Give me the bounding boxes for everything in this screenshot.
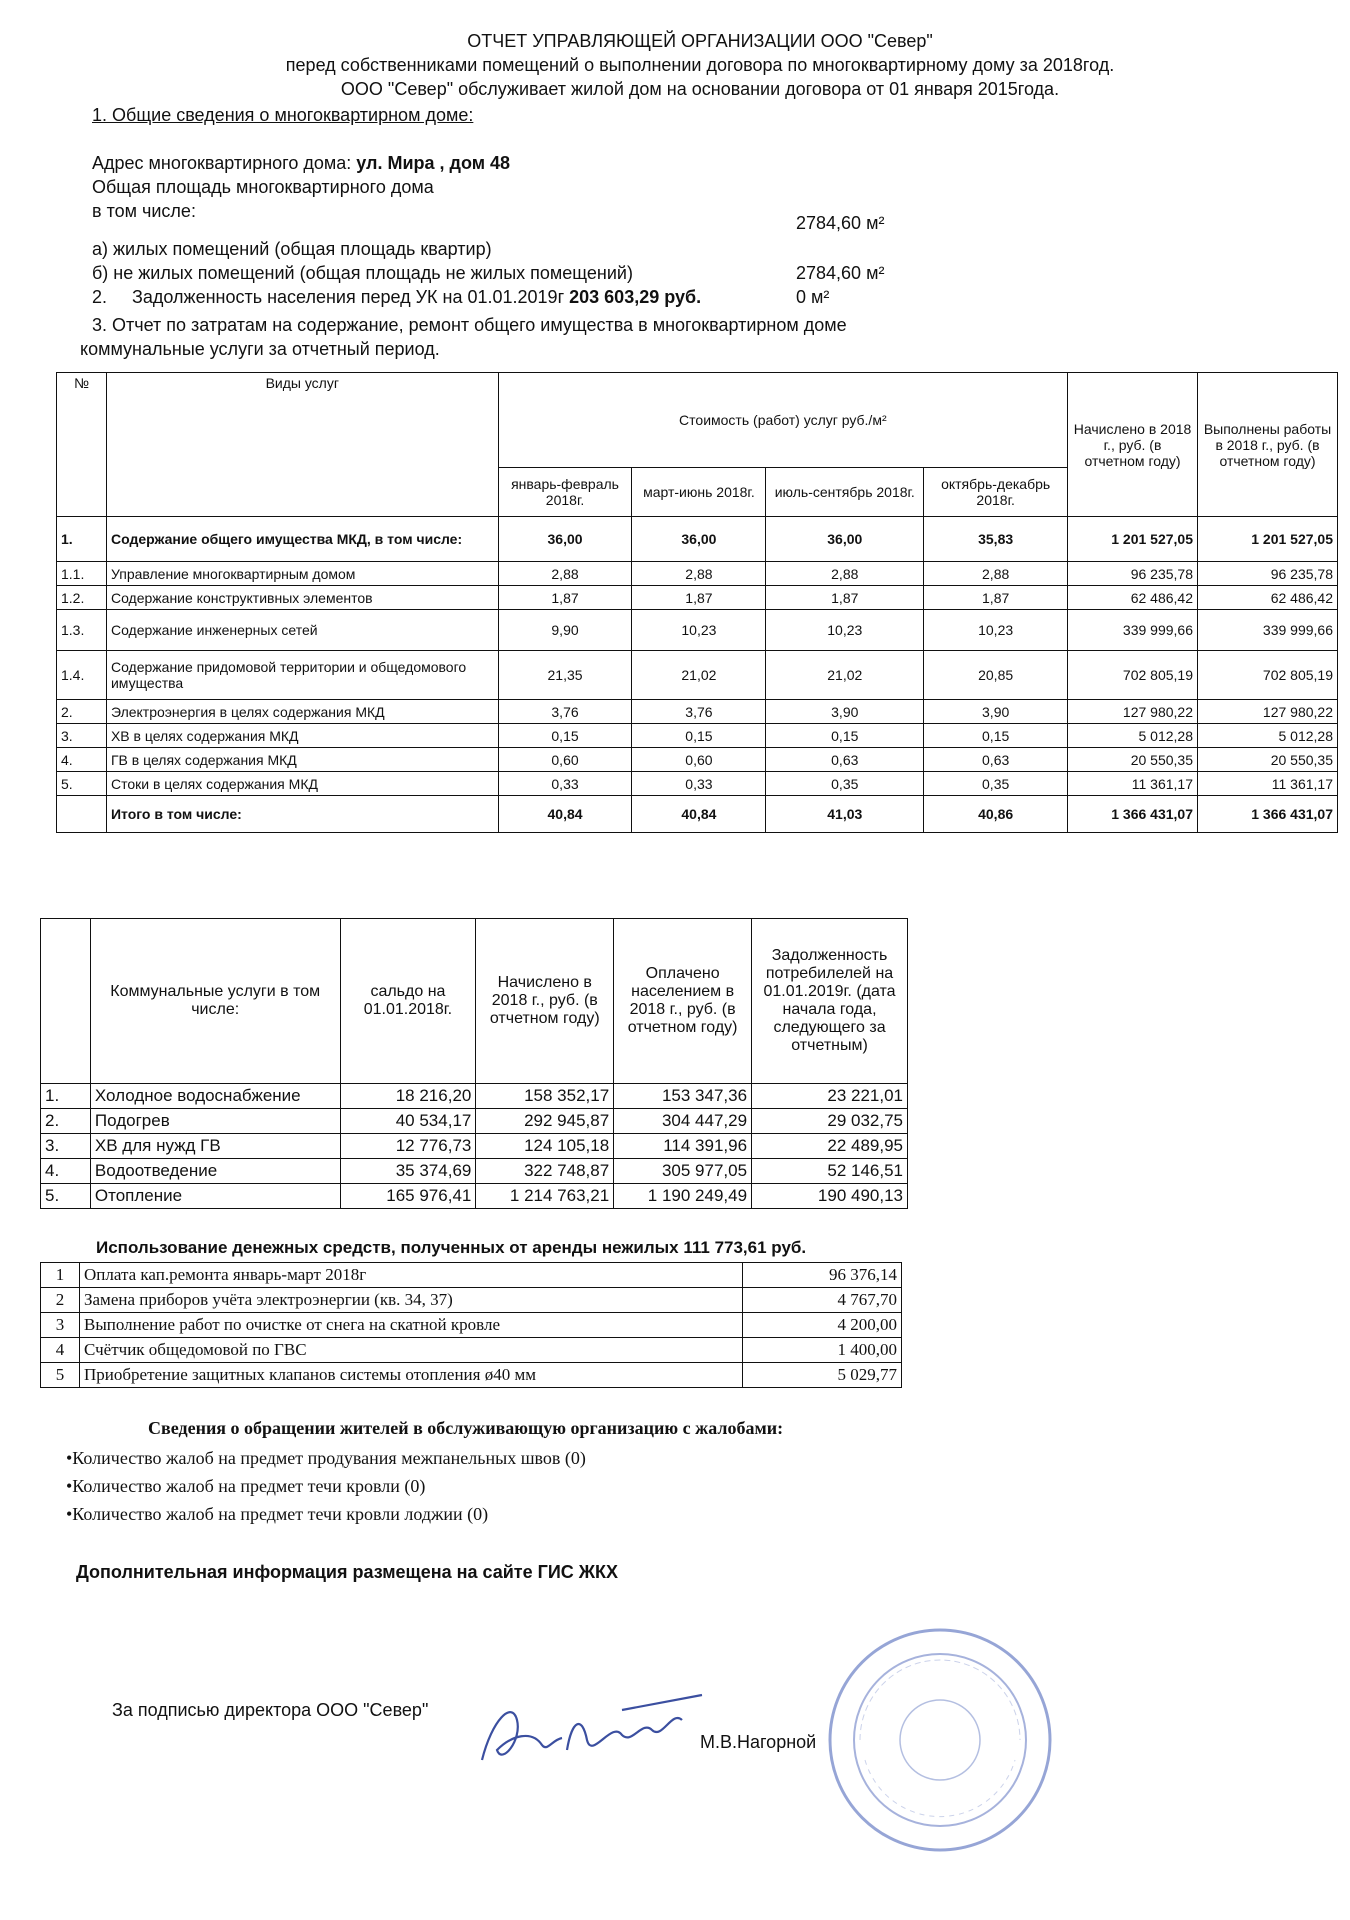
row-accrued: 11 361,17 [1068, 772, 1198, 796]
address-label: Адрес многоквартирного дома: [92, 153, 357, 173]
handwritten-signature [472, 1690, 712, 1780]
row-p3: 0,63 [766, 748, 924, 772]
row-paid: 1 190 249,49 [614, 1184, 752, 1209]
row-name: ГВ в целях содержания МКД [106, 748, 498, 772]
row-debt: 190 490,13 [752, 1184, 908, 1209]
header-period-1: январь-февраль 2018г. [498, 468, 632, 517]
row-name: Отопление [90, 1184, 340, 1209]
row-num: 5 [41, 1363, 80, 1388]
debt-num: 2. [92, 287, 108, 307]
row-p2: 21,02 [632, 651, 766, 700]
row-p3: 41,03 [766, 796, 924, 833]
row-num: 1. [41, 1084, 91, 1109]
nonliving-label: б) не жилых помещений (общая площадь не жилых помещений) [92, 263, 633, 283]
row-done: 1 366 431,07 [1198, 796, 1338, 833]
row-name: Холодное водоснабжение [90, 1084, 340, 1109]
row-done: 5 012,28 [1198, 724, 1338, 748]
table-row [57, 586, 1338, 610]
row-paid: 114 391,96 [614, 1134, 752, 1159]
row-p1: 0,33 [498, 772, 632, 796]
row-done: 62 486,42 [1198, 586, 1338, 610]
report-line1: 3. Отчет по затратам на содержание, ремонт общего имущества в многоквартирном доме [92, 315, 847, 335]
report-line2: коммунальные услуги за отчетный период. [80, 339, 440, 359]
row-p3: 3,90 [766, 700, 924, 724]
row-name: Содержание придомовой территории и общедомового имущества [106, 651, 498, 700]
row-paid: 304 447,29 [614, 1109, 752, 1134]
row-p1: 40,84 [498, 796, 632, 833]
row-p3: 21,02 [766, 651, 924, 700]
report-subtitle: перед собственниками помещений о выполнении договора по многоквартирному дому за 2018год. [285, 55, 1115, 75]
row-balance: 12 776,73 [340, 1134, 476, 1159]
row-done: 11 361,17 [1198, 772, 1338, 796]
header-debt: Задолженность потребилелей на 01.01.2019г. (дата начала года, следующего за отчетным) [752, 919, 908, 1084]
row-debt: 52 146,51 [752, 1159, 908, 1184]
rent-table [40, 1262, 902, 1388]
row-name: Управление многоквартирным домом [106, 562, 498, 586]
row-done: 20 550,35 [1198, 748, 1338, 772]
row-num: 1.3. [57, 610, 107, 651]
row-accrued: 322 748,87 [476, 1159, 614, 1184]
debt-value: 203 603,29 руб. [569, 287, 702, 307]
row-debt: 22 489,95 [752, 1134, 908, 1159]
row-value: 4 200,00 [743, 1313, 902, 1338]
row-accrued: 1 201 527,05 [1068, 517, 1198, 562]
row-name: Счётчик общедомовой по ГВС [80, 1338, 743, 1363]
row-balance: 165 976,41 [340, 1184, 476, 1209]
row-value: 5 029,77 [743, 1363, 902, 1388]
row-accrued: 5 012,28 [1068, 724, 1198, 748]
row-done: 127 980,22 [1198, 700, 1338, 724]
row-name: Электроэнергия в целях содержания МКД [106, 700, 498, 724]
row-p1: 21,35 [498, 651, 632, 700]
row-p1: 3,76 [498, 700, 632, 724]
header-type: Виды услуг [106, 373, 498, 517]
address-line [92, 152, 510, 174]
row-paid: 153 347,36 [614, 1084, 752, 1109]
header-done: Выполнены работы в 2018 г., руб. (в отчетном году) [1198, 373, 1338, 517]
row-num: 2. [57, 700, 107, 724]
organization-stamp-icon [820, 1620, 1060, 1860]
table-row [41, 1263, 902, 1288]
header-num: № [57, 373, 107, 517]
row-p2: 40,84 [632, 796, 766, 833]
living-label: а) жилых помещений (общая площадь квартир) [92, 239, 492, 259]
row-num: 1. [57, 517, 107, 562]
row-p4: 35,83 [924, 517, 1068, 562]
table-row [41, 1084, 908, 1109]
header-period-3: июль-сентябрь 2018г. [766, 468, 924, 517]
row-accrued: 1 214 763,21 [476, 1184, 614, 1209]
row-p4: 40,86 [924, 796, 1068, 833]
row-p1: 9,90 [498, 610, 632, 651]
row-p2: 3,76 [632, 700, 766, 724]
row-accrued: 127 980,22 [1068, 700, 1198, 724]
row-p4: 0,63 [924, 748, 1068, 772]
table-row-total [57, 796, 1338, 833]
row-value: 4 767,70 [743, 1288, 902, 1313]
row-num: 2. [41, 1109, 91, 1134]
row-num: 3. [41, 1134, 91, 1159]
row-p4: 3,90 [924, 700, 1068, 724]
row-num: 5. [57, 772, 107, 796]
rent-title: Использование денежных средств, полученных от аренды нежилых 111 773,61 руб. [96, 1238, 807, 1257]
row-name: ХВ в целях содержания МКД [106, 724, 498, 748]
row-p1: 1,87 [498, 586, 632, 610]
row-p2: 36,00 [632, 517, 766, 562]
row-name: Итого в том числе: [106, 796, 498, 833]
row-num: 4. [41, 1159, 91, 1184]
table-row [57, 562, 1338, 586]
row-num: 4 [41, 1338, 80, 1363]
nonliving-value: 0 м² [796, 287, 830, 307]
row-p1: 0,15 [498, 724, 632, 748]
row-p4: 2,88 [924, 562, 1068, 586]
services-table [56, 372, 1338, 833]
row-accrued: 1 366 431,07 [1068, 796, 1198, 833]
row-num: 3 [41, 1313, 80, 1338]
section-general-title: 1. Общие сведения о многоквартирном доме: [92, 105, 474, 125]
row-p4: 10,23 [924, 610, 1068, 651]
row-num: 4. [57, 748, 107, 772]
row-done: 1 201 527,05 [1198, 517, 1338, 562]
table-row [57, 610, 1338, 651]
debt-line [92, 286, 701, 308]
area-label: Общая площадь многоквартирного дома [92, 177, 434, 197]
row-name: Водоотведение [90, 1159, 340, 1184]
director-name: М.В.Нагорной [700, 1732, 817, 1752]
row-accrued: 20 550,35 [1068, 748, 1198, 772]
header-paid: Оплачено населением в 2018 г., руб. (в отчетном году) [614, 919, 752, 1084]
header-cost: Стоимость (работ) услуг руб./м² [498, 373, 1068, 468]
row-name: Содержание общего имущества МКД, в том числе: [106, 517, 498, 562]
table-row [41, 1109, 908, 1134]
row-done: 702 805,19 [1198, 651, 1338, 700]
row-name: Приобретение защитных клапанов системы отопления ø40 мм [80, 1363, 743, 1388]
row-name: ХВ для нужд ГВ [90, 1134, 340, 1159]
table-row [41, 1363, 902, 1388]
table-row [41, 1338, 902, 1363]
header-utility-name: Коммунальные услуги в том числе: [90, 919, 340, 1084]
appeal-item: •Количество жалоб на предмет течи кровли (0) [66, 1476, 426, 1496]
table-row [41, 1159, 908, 1184]
row-done: 96 235,78 [1198, 562, 1338, 586]
row-accrued: 158 352,17 [476, 1084, 614, 1109]
header-balance: сальдо на 01.01.2018г. [340, 919, 476, 1084]
contract-line: ООО "Север" обслуживает жилой дом на основании договора от 01 января 2015года. [340, 79, 1060, 99]
row-num: 1.2. [57, 586, 107, 610]
header-period-2: март-июнь 2018г. [632, 468, 766, 517]
row-accrued: 62 486,42 [1068, 586, 1198, 610]
row-accrued: 96 235,78 [1068, 562, 1198, 586]
table-row [41, 1288, 902, 1313]
utilities-table [40, 918, 908, 1209]
row-p1: 2,88 [498, 562, 632, 586]
row-done: 339 999,66 [1198, 610, 1338, 651]
row-p4: 0,35 [924, 772, 1068, 796]
row-name: Подогрев [90, 1109, 340, 1134]
row-p4: 0,15 [924, 724, 1068, 748]
row-p3: 2,88 [766, 562, 924, 586]
row-name: Содержание конструктивных элементов [106, 586, 498, 610]
row-p2: 0,60 [632, 748, 766, 772]
appeal-item: •Количество жалоб на предмет продувания межпанельных швов (0) [66, 1448, 586, 1468]
row-accrued: 339 999,66 [1068, 610, 1198, 651]
appeal-item: •Количество жалоб на предмет течи кровли лоджии (0) [66, 1504, 489, 1524]
table-row [57, 772, 1338, 796]
address-value: ул. Мира , дом 48 [356, 153, 511, 173]
table-row [41, 1134, 908, 1159]
row-p2: 2,88 [632, 562, 766, 586]
utilities-header-row [41, 919, 908, 1084]
including-label: в том числе: [92, 201, 196, 221]
signature-label: За подписью директора ООО "Север" [112, 1700, 429, 1720]
row-debt: 23 221,01 [752, 1084, 908, 1109]
appeals-title: Сведения о обращении жителей в обслуживающую организацию с жалобами: [148, 1418, 784, 1438]
table-row [41, 1313, 902, 1338]
row-p3: 0,15 [766, 724, 924, 748]
report-title: ОТЧЕТ УПРАВЛЯЮЩЕЙ ОРГАНИЗАЦИИ ООО "Север" [467, 31, 933, 51]
table-row [57, 700, 1338, 724]
row-p3: 0,35 [766, 772, 924, 796]
row-name: Выполнение работ по очистке от снега на скатной кровле [80, 1313, 743, 1338]
debt-label: Задолженность населения перед УК на 01.01.2019г [132, 287, 570, 307]
row-balance: 40 534,17 [340, 1109, 476, 1134]
row-num [57, 796, 107, 833]
extra-info: Дополнительная информация размещена на сайте ГИС ЖКХ [76, 1562, 619, 1582]
row-name: Оплата кап.ремонта январь-март 2018г [80, 1263, 743, 1288]
table-row [57, 651, 1338, 700]
row-p2: 0,15 [632, 724, 766, 748]
row-p2: 1,87 [632, 586, 766, 610]
row-p2: 10,23 [632, 610, 766, 651]
header-accrued: Начислено в 2018 г., руб. (в отчетном году) [476, 919, 614, 1084]
table-row [57, 724, 1338, 748]
services-header-row [57, 373, 1338, 468]
row-p1: 0,60 [498, 748, 632, 772]
row-name: Замена приборов учёта электроэнергии (кв. 34, 37) [80, 1288, 743, 1313]
row-p3: 36,00 [766, 517, 924, 562]
row-p3: 1,87 [766, 586, 924, 610]
row-accrued: 702 805,19 [1068, 651, 1198, 700]
table-row [57, 748, 1338, 772]
row-num: 5. [41, 1184, 91, 1209]
row-p4: 1,87 [924, 586, 1068, 610]
row-num: 3. [57, 724, 107, 748]
row-num: 1 [41, 1263, 80, 1288]
living-value: 2784,60 м² [796, 263, 885, 283]
row-p3: 10,23 [766, 610, 924, 651]
row-p4: 20,85 [924, 651, 1068, 700]
area-total-value: 2784,60 м² [796, 213, 885, 233]
row-value: 96 376,14 [743, 1263, 902, 1288]
row-accrued: 292 945,87 [476, 1109, 614, 1134]
header-empty [41, 919, 91, 1084]
row-num: 1.4. [57, 651, 107, 700]
row-balance: 35 374,69 [340, 1159, 476, 1184]
row-paid: 305 977,05 [614, 1159, 752, 1184]
row-num: 1.1. [57, 562, 107, 586]
row-value: 1 400,00 [743, 1338, 902, 1363]
row-debt: 29 032,75 [752, 1109, 908, 1134]
row-p2: 0,33 [632, 772, 766, 796]
row-name: Содержание инженерных сетей [106, 610, 498, 651]
header-accrued: Начислено в 2018 г., руб. (в отчетном году) [1068, 373, 1198, 517]
row-num: 2 [41, 1288, 80, 1313]
header-period-4: октябрь-декабрь 2018г. [924, 468, 1068, 517]
row-p1: 36,00 [498, 517, 632, 562]
row-accrued: 124 105,18 [476, 1134, 614, 1159]
row-balance: 18 216,20 [340, 1084, 476, 1109]
row-name: Стоки в целях содержания МКД [106, 772, 498, 796]
table-row [57, 517, 1338, 562]
table-row [41, 1184, 908, 1209]
